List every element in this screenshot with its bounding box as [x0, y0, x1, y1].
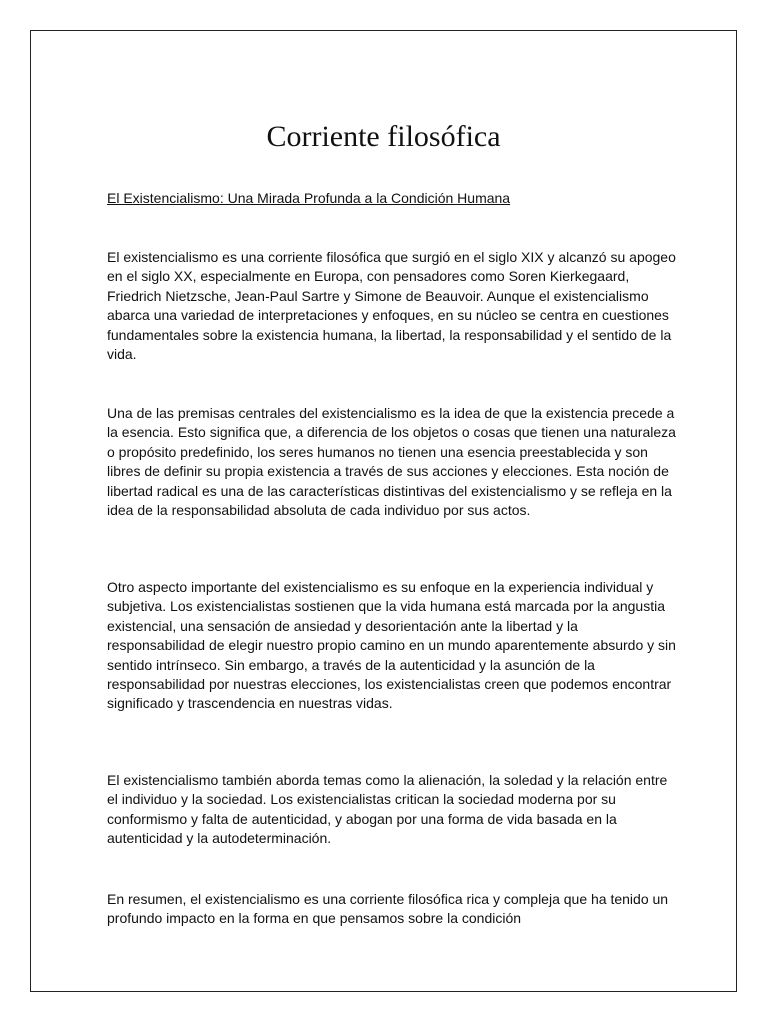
page-title: Corriente filosófica	[266, 120, 501, 153]
document-subtitle: El Existencialismo: Una Mirada Profunda a la Condición Humana	[107, 190, 511, 206]
paragraph-5: En resumen, el existencialismo es una corriente filosófica rica y compleja que ha tenido un profundo impacto en la forma en que pensamos sobre la condición	[107, 891, 669, 927]
paragraph-1: El existencialismo es una corriente filosófica que surgió en el siglo XIX y alcanzó su apogeo en el siglo XX, especialmente en Europa, con pensadores como Soren Kierkegaard, Friedrich Nietzsche, Jean-Paul Sartre y Simone de Beauvoir. Aunque el existencialismo abarca una variedad de interpretaciones y enfoques, en su núcleo se centra en cuestiones fundamentales sobre la existencia humana, la libertad, la responsabilidad y el sentido de la vida.	[107, 249, 676, 363]
paragraph-4: El existencialismo también aborda temas como la alienación, la soledad y la relación entre el individuo y la sociedad. Los existencialistas critican la sociedad moderna por su conformismo y falta de autenticidad, y abogan por una forma de vida basada en la autenticidad y la autodeterminación.	[107, 772, 668, 847]
paragraph-3: Otro aspecto importante del existencialismo es su enfoque en la experiencia individual y subjetiva. Los existencialistas sostienen que la vida humana está marcada por la angustia existencial, una sensación de ansiedad y desorientación ante la libertad y la responsabilidad de elegir nuestro propio camino en un mundo aparentemente absurdo y sin sentido intrínseco. Sin embargo, a través de la autenticidad y la asunción de la responsabilidad por nuestras elecciones, los existencialistas creen que podemos encontrar significado y trascendencia en nuestras vidas.	[107, 579, 676, 712]
paragraph-2: Una de las premisas centrales del existencialismo es la idea de que la existencia precede a la esencia. Esto significa que, a diferencia de los objetos o cosas que tienen una naturaleza o propósito predefinido, los seres humanos no tienen una esencia preestablecida y son libres de definir su propia existencia a través de sus acciones y elecciones. Esta noción de libertad radical es una de las características distintivas del existencialismo y se refleja en la idea de la responsabilidad absoluta de cada individuo por sus actos.	[107, 405, 676, 519]
document-page	[30, 30, 737, 992]
